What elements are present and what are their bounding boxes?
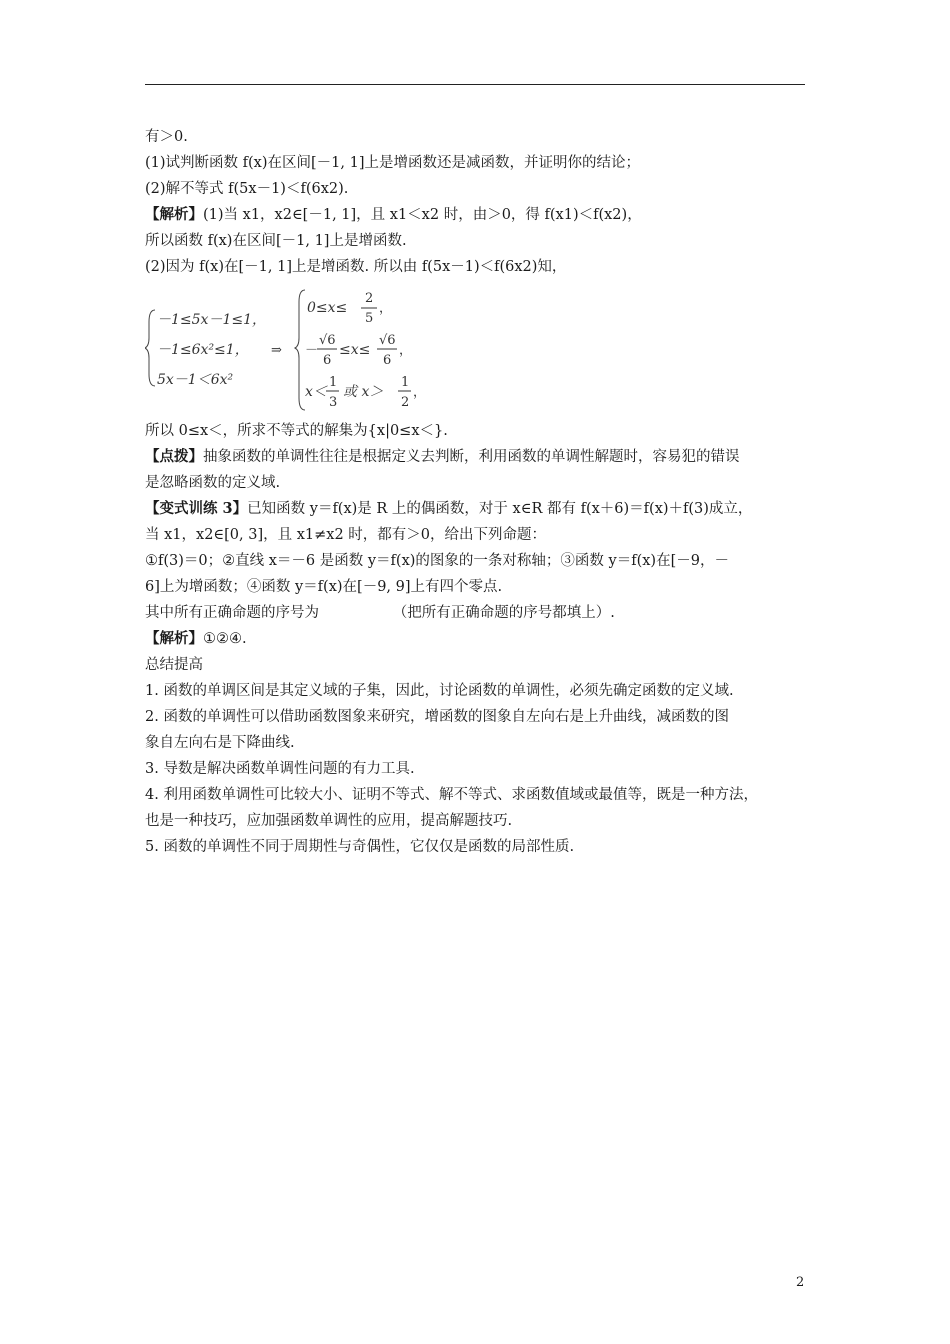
text-span: 已知函数 y＝f(x)是 R 上的偶函数，对于 x∈R 都有 f(x＋6)＝f(x)＋f(3)成立， (247, 501, 753, 517)
implies-arrow: ⇒ (271, 343, 282, 358)
text-line: 6]上为增函数；④函数 y＝f(x)在[－9, 9]上有四个零点. (145, 579, 503, 595)
section-label: 【解析】 (145, 206, 203, 223)
frac-den: 3 (329, 395, 338, 410)
frac-num: 2 (365, 291, 374, 306)
section-title: 总结提高 (145, 657, 203, 673)
eq-right-3-pre: x＜ (305, 384, 327, 400)
equation-svg (145, 286, 445, 414)
summary-item: 也是一种技巧，应加强函数单调性的应用，提高解题技巧. (145, 813, 513, 829)
text-line (145, 496, 813, 522)
document-body (145, 124, 813, 860)
text-span: 抽象函数的单调性往往是根据定义去判断，利用函数的单调性解题时，容易犯的错误 (203, 449, 740, 465)
summary-item: 1. 函数的单调区间是其定义域的子集，因此，讨论函数的单调性，必须先确定函数的定义域. (145, 683, 734, 699)
frac-den: 6 (323, 353, 332, 368)
section-label: 【点拨】 (145, 448, 203, 465)
text-line (145, 626, 813, 652)
frac-num: √6 (379, 333, 396, 348)
text-span: (1)当 x1，x2∈[－1, 1]，且 x1＜x2 时，由＞0，得 f(x1)＜f(x2)， (203, 207, 642, 223)
eq-right-2-mid: ≤x≤ (339, 342, 371, 358)
eq-right-3-mid: 或 x＞ (343, 384, 384, 400)
summary-item: 3. 导数是解决函数单调性问题的有力工具. (145, 761, 415, 777)
summary-item: 5. 函数的单调性不同于周期性与奇偶性，它仅仅是函数的局部性质. (145, 839, 575, 855)
page-number: 2 (796, 1275, 805, 1290)
comma: ， (399, 343, 413, 358)
text-line: 所以 0≤x＜，所求不等式的解集为{x|0≤x＜}. (145, 423, 448, 439)
answer-text: ①②④. (203, 631, 247, 647)
text-line: 当 x1，x2∈[0, 3]，且 x1≠x2 时，都有＞0，给出下列命题： (145, 527, 547, 543)
frac-num: 1 (329, 375, 338, 390)
equation-system (145, 286, 813, 414)
comma: ， (413, 385, 427, 400)
text-line: 其中所有正确命题的序号为 （把所有正确命题的序号都填上）. (145, 605, 615, 621)
section-label: 【变式训练 3】 (145, 500, 248, 517)
frac-den: 6 (383, 353, 392, 368)
comma: ， (379, 301, 393, 316)
frac-den: 2 (401, 395, 410, 410)
summary-item: 2. 函数的单调性可以借助函数图象来研究，增函数的图象自左向右是上升曲线，减函数的图 (145, 709, 729, 725)
text-line: ①f(3)＝0；②直线 x＝－6 是函数 y＝f(x)的图象的一条对称轴；③函数 y＝f(x)在[－9，－ (145, 553, 729, 569)
frac-den: 5 (365, 311, 374, 326)
text-line (145, 444, 813, 470)
header-rule (145, 84, 805, 85)
eq-right-1: 0≤x≤ (307, 300, 348, 316)
eq-left-1: －1≤5x－1≤1， (157, 312, 266, 328)
summary-item: 象自左向右是下降曲线. (145, 735, 295, 751)
text-line: (2)解不等式 f(5x－1)＜f(6x2). (145, 181, 349, 197)
text-line: 有＞0. (145, 129, 188, 145)
summary-item: 4. 利用函数单调性可比较大小、证明不等式、解不等式、求函数值域或最值等，既是一种方法， (145, 787, 758, 803)
section-label: 【解析】 (145, 630, 203, 647)
text-line: (2)因为 f(x)在[－1, 1]上是增函数. 所以由 f(5x－1)＜f(6x2)知， (145, 259, 567, 275)
text-line: 是忽略函数的定义域. (145, 475, 281, 491)
text-line (145, 202, 813, 228)
text-line: 所以函数 f(x)在区间[－1, 1]上是增函数. (145, 233, 407, 249)
eq-right-2-sign: － (305, 343, 319, 358)
eq-left-2: －1≤6x²≤1， (157, 342, 249, 358)
frac-num: √6 (319, 333, 336, 348)
frac-num: 1 (401, 375, 410, 390)
text-line: (1)试判断函数 f(x)在区间[－1, 1]上是增函数还是减函数，并证明你的结论； (145, 155, 640, 171)
eq-left-3: 5x－1＜6x² (157, 372, 234, 388)
